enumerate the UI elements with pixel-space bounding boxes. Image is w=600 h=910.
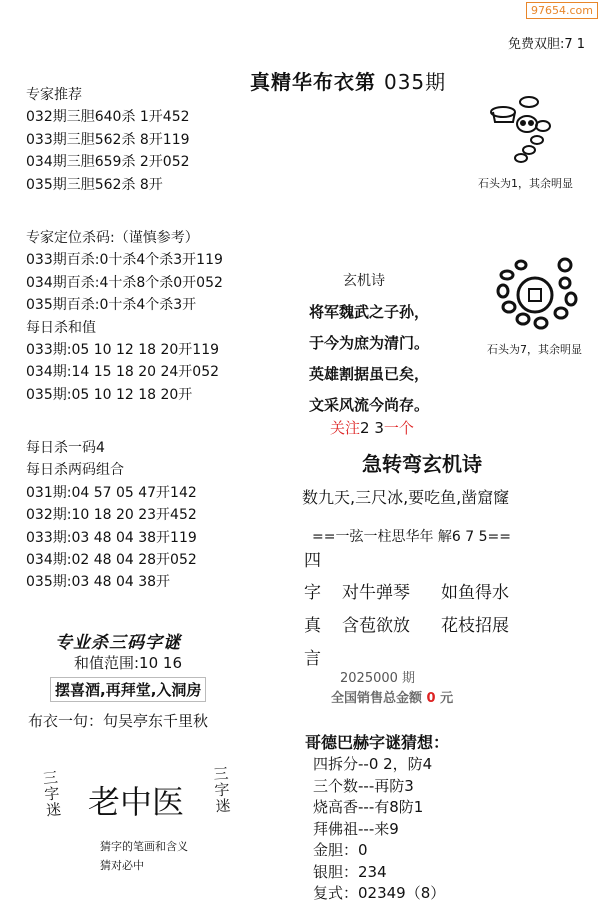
list-item: 035期三胆562杀 8开 bbox=[26, 176, 163, 193]
brain-teaser-title: 急转弯玄机诗 bbox=[362, 452, 482, 476]
list-item: 033期:05 10 12 18 20开119 bbox=[26, 342, 220, 359]
phrase: 含苞欲放 bbox=[342, 616, 410, 636]
list-item: 033期:03 48 04 38开119 bbox=[26, 529, 197, 546]
list-item: 034期百杀:4十杀8个杀0开052 bbox=[26, 274, 223, 291]
list-item: 金胆：0 bbox=[313, 841, 368, 859]
poem-line: 英雄割据虽已矣， bbox=[309, 365, 430, 383]
site-watermark: 97654.com bbox=[526, 2, 598, 19]
expert-title: 专家推荐 bbox=[26, 87, 82, 103]
poem-line: 于今为庶为清门。 bbox=[309, 334, 430, 352]
list-item: 034期:02 48 04 28开052 bbox=[26, 552, 197, 569]
poem-title: 玄机诗 bbox=[343, 273, 385, 289]
list-item: 035期:03 48 04 38开 bbox=[26, 574, 171, 591]
list-item: 032期:10 18 20 23开452 bbox=[26, 507, 197, 524]
stone-figure-2 bbox=[495, 255, 585, 335]
list-item: 三个数---再防3 bbox=[313, 776, 414, 795]
list-item: 035期:05 10 12 18 20开 bbox=[26, 386, 193, 403]
sales-unit: 元 bbox=[440, 691, 454, 706]
three-word-right: 三字迷 bbox=[212, 764, 232, 816]
big-word: 老中医 bbox=[88, 783, 185, 821]
si-char: 字 bbox=[304, 583, 321, 603]
phrase: 花枝招展 bbox=[441, 616, 509, 636]
poem-body bbox=[309, 297, 429, 421]
stone-caption-2: 石头为7，其余明显 bbox=[487, 343, 582, 356]
stone-figure-1 bbox=[485, 92, 570, 167]
list-item: 四拆分--0 2，防4 bbox=[313, 755, 433, 773]
follow-nums: 2 3 bbox=[360, 419, 384, 437]
sales-total bbox=[331, 687, 453, 706]
daily-kill-two-title: 每日杀两码组合 bbox=[26, 462, 124, 479]
goethe-title: 哥德巴赫字谜猜想： bbox=[305, 733, 450, 752]
daily-sum-title: 每日杀和值 bbox=[26, 319, 96, 336]
list-item: 032期三胆640杀 1开452 bbox=[26, 109, 190, 126]
issue-number: 035期 bbox=[383, 70, 447, 94]
si-char: 四 bbox=[304, 551, 321, 571]
daily-kill-one: 每日杀一码4 bbox=[26, 440, 105, 456]
three-word-left: 三字迷 bbox=[41, 768, 63, 820]
sales-label: 全国销售总金额 bbox=[331, 691, 423, 706]
buyi-line: 布衣一句：句吴亭东千里秋 bbox=[28, 712, 209, 730]
expert-section bbox=[26, 84, 190, 196]
poem-split-line: ==一弦一柱思华年 解6 7 5== bbox=[312, 529, 511, 545]
sum-range: 和值范围:10 16 bbox=[74, 654, 182, 672]
position-kill-section bbox=[26, 227, 223, 406]
poem-line: 将军魏武之子孙， bbox=[309, 303, 430, 321]
list-item: 033期三胆562杀 8开119 bbox=[26, 131, 190, 148]
stone-caption-1: 石头为1，其余明显 bbox=[478, 177, 573, 190]
goethe-list bbox=[313, 754, 445, 905]
sales-amount: 0 bbox=[426, 691, 436, 706]
poem-line: 文采风流今尚存。 bbox=[309, 396, 430, 414]
list-item: 034期三胆659杀 2开052 bbox=[26, 154, 190, 171]
phrase: 如鱼得水 bbox=[441, 583, 509, 603]
position-kill-title: 专家定位杀码:（谨慎参考） bbox=[26, 230, 199, 246]
list-item: 031期:04 57 05 47开142 bbox=[26, 484, 197, 501]
follow-label: 关注 bbox=[330, 419, 361, 437]
list-item: 银胆：234 bbox=[313, 862, 387, 881]
daily-kill-section bbox=[26, 437, 197, 594]
kill-three-phrase: 摆喜酒,再拜堂,入洞房 bbox=[50, 677, 206, 702]
hint-line: 猜对必中 bbox=[100, 859, 144, 872]
list-item: 035期百杀:0十杀4个杀3开 bbox=[26, 297, 197, 314]
list-item: 复式：02349（8） bbox=[313, 884, 446, 902]
si-char: 真 bbox=[304, 616, 321, 636]
list-item: 烧高香---有8防1 bbox=[313, 798, 424, 816]
list-item: 033期百杀:0十杀4个杀3开119 bbox=[26, 252, 223, 269]
issue-title bbox=[250, 66, 446, 95]
list-item: 拜佛祖---来9 bbox=[313, 819, 399, 838]
brain-teaser-riddle: 数九天,三尺冰,要吃鱼,凿窟窿 bbox=[302, 488, 510, 507]
issue-prefix: 真精华布衣第 bbox=[250, 70, 376, 94]
si-char: 言 bbox=[304, 649, 321, 669]
follow-line bbox=[330, 417, 414, 438]
sales-issue: 2025000 期 bbox=[340, 671, 416, 686]
kill-three-title: 专业杀三码字谜 bbox=[55, 633, 181, 653]
follow-suffix: 一个 bbox=[383, 419, 414, 437]
list-item: 034期:14 15 18 20 24开052 bbox=[26, 364, 220, 381]
hint-line: 猜字的笔画和含义 bbox=[100, 840, 188, 853]
free-double-digits: 免费双胆:7 1 bbox=[508, 37, 586, 52]
phrase: 对牛弹琴 bbox=[342, 583, 410, 603]
